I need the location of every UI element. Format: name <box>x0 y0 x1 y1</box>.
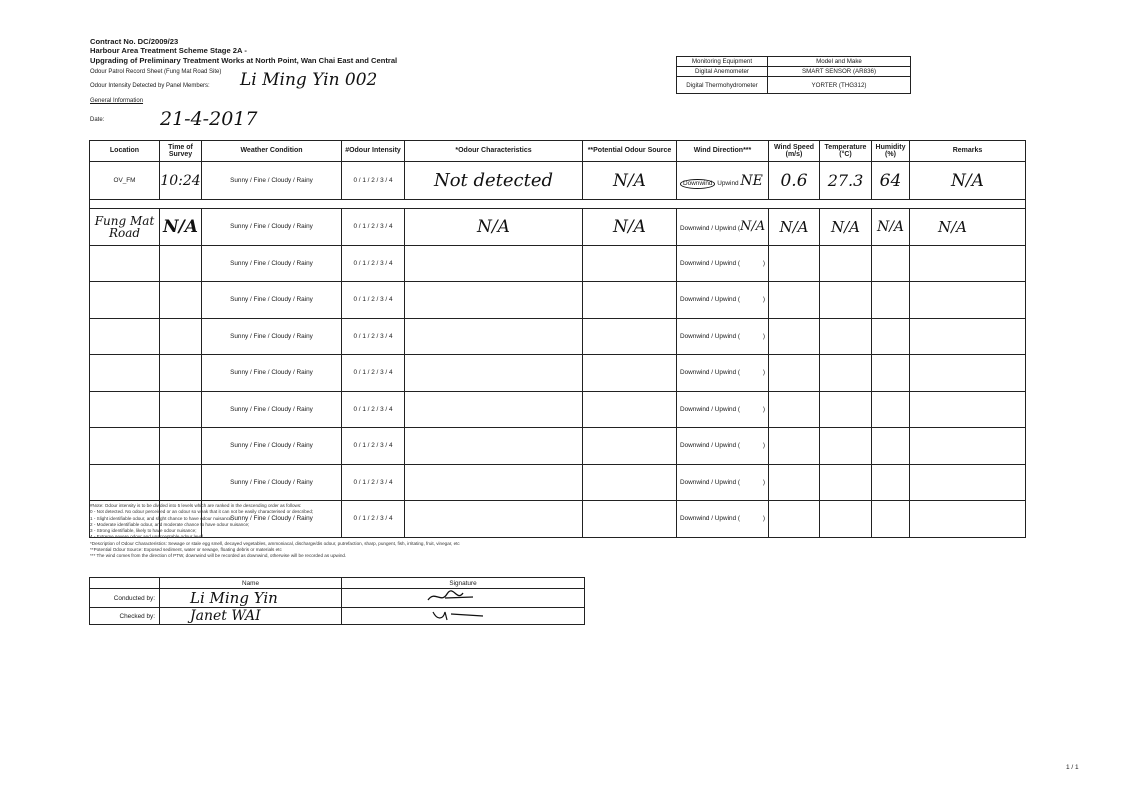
intensity-cell: 0 / 1 / 2 / 3 / 4 <box>342 282 405 319</box>
project-title: Harbour Area Treatment Scheme Stage 2A - <box>90 46 247 55</box>
model-header: Model and Make <box>768 57 911 67</box>
upwind-option: Upwind <box>717 179 739 187</box>
model-cell: YORTER (THG312) <box>768 77 911 94</box>
wind-options: Downwind / Upwind ( <box>680 478 741 486</box>
conducted-name: Li Ming Yin <box>160 589 342 608</box>
intensity-cell: 0 / 1 / 2 / 3 / 4 <box>342 245 405 282</box>
odour-survey-table <box>89 140 1026 538</box>
sheet-title: Odour Patrol Record Sheet (Fung Mat Road Site) <box>90 69 222 75</box>
intensity-cell: 0 / 1 / 2 / 3 / 4 <box>342 464 405 501</box>
weather-cell: Sunny / Fine / Cloudy / Rainy <box>202 282 342 319</box>
wind-options: Downwind / Upwind ( <box>680 405 741 413</box>
wind-direction-cell <box>677 162 769 200</box>
wind-options: Downwind / Upwind ( <box>680 259 741 267</box>
note-line: #Note: Odour intensity is to be divided into 5 levels which are ranked in the descending order as follows: <box>90 503 302 508</box>
weather-cell: Sunny / Fine / Cloudy / Rainy <box>202 355 342 392</box>
wind-direction-cell <box>677 355 769 392</box>
wind-close: ) <box>762 369 765 377</box>
wind-speed-cell: N/A <box>769 209 820 246</box>
wind-direction-value: NE <box>740 172 763 189</box>
location-cell: Fung Mat Road <box>90 209 160 246</box>
characteristics-cell: N/A <box>405 209 583 246</box>
checked-name: Janet WAI <box>160 608 342 625</box>
table-row <box>90 391 1026 428</box>
wind-options: Downwind / Upwind ( <box>680 369 741 377</box>
wind-close: ) <box>762 332 765 340</box>
wind-options: Downwind / Upwind ( <box>680 515 741 523</box>
wind-speed-cell: 0.6 <box>769 162 820 200</box>
equipment-table <box>676 56 911 94</box>
date-label: Date: <box>90 117 105 123</box>
wind-close: ) <box>762 259 765 267</box>
weather-cell: Sunny / Fine / Cloudy / Rainy <box>202 162 342 200</box>
weather-cell: Sunny / Fine / Cloudy / Rainy <box>202 245 342 282</box>
temperature-cell: 27.3 <box>820 162 872 200</box>
wind-options: Downwind / Upwind ( <box>680 332 741 340</box>
wind-direction-cell <box>677 501 769 538</box>
note-line: 4 - Extreme severe odour and unacceptable odour level. <box>90 534 205 540</box>
table-row <box>90 245 1026 282</box>
conducted-signature <box>342 589 585 608</box>
time-cell: 10:24 <box>160 162 202 200</box>
weather-cell: Sunny / Fine / Cloudy / Rainy <box>202 501 342 538</box>
note-line: *** The wind comes from the direction of PTW, downwind will be recorded as downwind, otherwise will be recorded as upwind. <box>90 553 347 559</box>
intensity-cell: 0 / 1 / 2 / 3 / 4 <box>342 162 405 200</box>
col-header-wind-speed: Wind Speed (m/s) <box>769 141 820 162</box>
page-number: 1 / 1 <box>1066 764 1079 771</box>
note-line: 2 - Moderate identifiable odour, and moderate chance to have odour nuisance; <box>90 521 250 527</box>
wind-close: ) <box>762 405 765 413</box>
note-line: 3 - Strong identifiable, likely to have odour nuisance; <box>90 528 197 534</box>
remarks-cell: N/A <box>910 162 1026 200</box>
wind-direction-cell <box>677 428 769 465</box>
table-row <box>90 282 1026 319</box>
wind-close: ) <box>762 296 765 304</box>
note-line: 1 - Slight identifiable odour, and slight chance to have odour nuisance; <box>90 515 233 521</box>
intensity-cell: 0 / 1 / 2 / 3 / 4 <box>342 209 405 246</box>
checked-label: Checked by: <box>90 608 160 625</box>
wind-direction-cell <box>677 318 769 355</box>
checked-signature <box>342 608 585 625</box>
date-handwriting: 21-4-2017 <box>160 108 258 130</box>
intensity-cell: 0 / 1 / 2 / 3 / 4 <box>342 501 405 538</box>
contract-number: Contract No. DC/2009/23 <box>90 37 179 46</box>
wind-options: Downwind / Upwind ( <box>680 225 741 233</box>
col-header-location: Location <box>90 141 160 162</box>
wind-direction-cell <box>677 282 769 319</box>
table-row <box>90 209 1026 246</box>
signoff-table <box>89 577 585 625</box>
intensity-cell: 0 / 1 / 2 / 3 / 4 <box>342 428 405 465</box>
temperature-cell: N/A <box>820 209 872 246</box>
table-row <box>90 162 1026 200</box>
table-row <box>90 464 1026 501</box>
col-header-time: Time of Survey <box>160 141 202 162</box>
wind-options: Downwind / Upwind ( <box>680 442 741 450</box>
signature-scribble <box>423 608 503 622</box>
humidity-cell: N/A <box>872 209 910 246</box>
col-header-characteristics: *Odour Characteristics <box>405 141 583 162</box>
characteristics-cell: Not detected <box>405 162 583 200</box>
humidity-cell: 64 <box>872 162 910 200</box>
location-cell: OV_FM <box>90 162 160 200</box>
table-row <box>90 318 1026 355</box>
wind-close: ) <box>762 478 765 486</box>
equipment-cell: Digital Anemometer <box>677 67 768 77</box>
spacer-row <box>90 200 1026 209</box>
note-line: *Description of Odour Characteristics: Sewage or stale egg smell, decayed vegetables, ammoniacal, discharge/dis odour, putrefaction, sharp, pungent, fish, irritating, fruit, vinegar, etc <box>90 540 460 546</box>
table-row <box>90 428 1026 465</box>
col-header-remarks: Remarks <box>910 141 1026 162</box>
col-header-wind-direction: Wind Direction*** <box>677 141 769 162</box>
panel-member-handwriting: Li Ming Yin 002 <box>240 70 378 90</box>
weather-cell: Sunny / Fine / Cloudy / Rainy <box>202 464 342 501</box>
weather-cell: Sunny / Fine / Cloudy / Rainy <box>202 209 342 246</box>
table-header-row <box>90 141 1026 162</box>
wind-direction-cell <box>677 209 769 246</box>
col-header-humidity: Humidity (%) <box>872 141 910 162</box>
signature-header: Signature <box>342 578 585 589</box>
time-cell: N/A <box>160 209 202 246</box>
wind-direction-cell <box>677 245 769 282</box>
general-info-label: General Information <box>90 98 144 104</box>
weather-cell: Sunny / Fine / Cloudy / Rainy <box>202 391 342 428</box>
col-header-temperature: Temperature (°C) <box>820 141 872 162</box>
note-line: **Potential Odour Source: Exposed sediment, water or sewage, floating debris or materials etc <box>90 547 282 553</box>
col-header-weather: Weather Condition <box>202 141 342 162</box>
wind-close: ) <box>762 515 765 523</box>
wind-direction-cell <box>677 464 769 501</box>
equipment-cell: Digital Thermohydrometer <box>677 77 768 94</box>
wind-direction-value: N/A <box>740 219 766 235</box>
wind-close: ) <box>762 442 765 450</box>
weather-cell: Sunny / Fine / Cloudy / Rainy <box>202 428 342 465</box>
conducted-label: Conducted by: <box>90 589 160 608</box>
intensity-cell: 0 / 1 / 2 / 3 / 4 <box>342 391 405 428</box>
name-header: Name <box>160 578 342 589</box>
equipment-header: Monitoring Equipment <box>677 57 768 67</box>
works-title: Upgrading of Preliminary Treatment Works at North Point, Wan Chai East and Central <box>90 56 398 65</box>
notes-block <box>90 503 690 560</box>
table-row <box>90 355 1026 392</box>
model-cell: SMART SENSOR (AR836) <box>768 67 911 77</box>
remarks-cell: N/A <box>910 209 1026 246</box>
wind-direction-cell <box>677 391 769 428</box>
source-cell: N/A <box>583 162 677 200</box>
source-cell: N/A <box>583 209 677 246</box>
downwind-option: Downwind <box>680 179 715 189</box>
intensity-cell: 0 / 1 / 2 / 3 / 4 <box>342 355 405 392</box>
col-header-source: **Potential Odour Source <box>583 141 677 162</box>
wind-options: Downwind / Upwind ( <box>680 296 741 304</box>
weather-cell: Sunny / Fine / Cloudy / Rainy <box>202 318 342 355</box>
col-header-intensity: #Odour Intensity <box>342 141 405 162</box>
intensity-cell: 0 / 1 / 2 / 3 / 4 <box>342 318 405 355</box>
panel-label: Odour Intensity Detected by Panel Members: <box>90 83 210 89</box>
note-line: 0 - Not detected. No odour perceived or an odour so weak that it can not be easily characterised or described; <box>90 509 314 515</box>
signature-scribble <box>423 590 503 604</box>
